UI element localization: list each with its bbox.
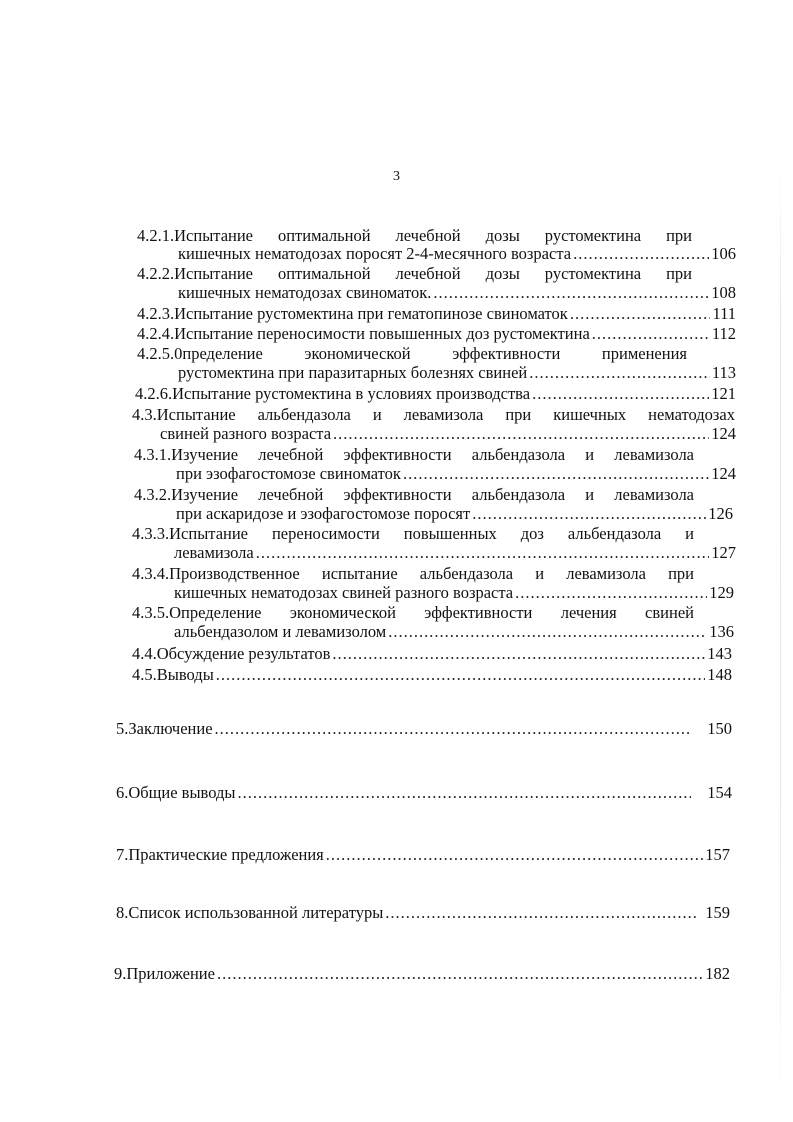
- dot-leader: [529, 363, 710, 383]
- toc-page-number: 111: [712, 304, 736, 323]
- toc-entry-label: 4.2.3.Испытание рустомектина при гематопинозе свиноматок: [137, 304, 568, 323]
- toc-entry-4-5: [132, 665, 732, 685]
- toc-entry-4-3-line2: [160, 424, 736, 444]
- toc-entry-label: 4.4.Обсуждение результатов: [132, 644, 331, 663]
- toc-page-number: 127: [711, 543, 736, 562]
- toc-entry-label: 5.Заключение: [116, 719, 213, 738]
- toc-section-9: [114, 964, 730, 984]
- toc-entry-label: свиней разного возраста: [160, 424, 332, 443]
- toc-entry-4-2-6: [135, 384, 736, 404]
- toc-entry-label: 7.Практические предложения: [116, 845, 324, 864]
- toc-entry-label: левамизола: [174, 543, 254, 562]
- toc-entry-4-3-5-line2: [174, 622, 734, 642]
- toc-page-number: 121: [711, 384, 736, 403]
- toc-page-number: 150: [707, 719, 732, 738]
- toc-entry-label: рустомектина при паразитарных болезнях свиней: [178, 363, 528, 382]
- toc-section-8: [116, 903, 730, 923]
- toc-entry-label: 6.Общие выводы: [116, 783, 236, 802]
- toc-page-number: 113: [711, 363, 736, 382]
- toc-entry-4-3-2-line1: 4.3.2.Изучение лечебной эффективности альбендазола и левамизола: [134, 485, 694, 504]
- toc-entry-4-3-1-line1: 4.3.1.Изучение лечебной эффективности альбендазола и левамизола: [134, 445, 694, 464]
- scan-edge-shadow: [780, 160, 781, 1100]
- dot-leader: [592, 324, 710, 344]
- toc-entry-4-3-3-line1: 4.3.3.Испытание переносимости повышенных доз альбендазола и: [132, 524, 694, 543]
- dot-leader: [256, 543, 710, 563]
- toc-entry-label: 9.Приложение: [114, 964, 215, 983]
- toc-entry-label: альбендазолом и левамизолом: [174, 622, 387, 641]
- toc-page-number: 182: [705, 964, 730, 983]
- toc-entry-label: при эзофагостомозе свиноматок: [176, 464, 401, 483]
- dot-leader: [472, 504, 706, 524]
- toc-entry-4-2-1-line2: [178, 244, 736, 264]
- toc-entry-label: кишечных нематодозах поросят 2-4-месячного возраста: [178, 244, 572, 263]
- toc-entry-label: 4.2.6.Испытание рустомектина в условиях производства: [135, 384, 531, 403]
- toc-entry-4-3-5-line1: 4.3.5.Определение экономической эффективности лечения свиней: [132, 603, 694, 622]
- toc-entry-label: 8.Список использованной литературы: [116, 903, 384, 922]
- dot-leader: [515, 583, 707, 603]
- toc-section-5: [116, 719, 732, 739]
- toc-page-number: 136: [709, 622, 734, 641]
- dot-leader: [403, 464, 709, 484]
- toc-entry-4-2-5-line2: [178, 363, 736, 383]
- toc-entry-4-2-5-line1: 4.2.5.0пределение экономической эффективности применения: [137, 344, 687, 363]
- toc-page-number: 129: [709, 583, 734, 602]
- dot-leader: [326, 845, 703, 865]
- toc-entry-label: 4.2.4.Испытание переносимости повышенных доз рустомектина: [137, 324, 590, 343]
- toc-entry-4-4: [132, 644, 732, 664]
- dot-leader: [217, 964, 703, 984]
- dot-leader: [385, 903, 697, 923]
- dot-leader: [237, 783, 691, 803]
- dot-leader: [332, 644, 705, 664]
- dot-leader: [333, 424, 709, 444]
- toc-entry-label: 4.5.Выводы: [132, 665, 214, 684]
- toc-entry-4-2-1-line1: 4.2.1.Испытание оптимальной лечебной дозы рустомектина при: [137, 226, 692, 245]
- toc-entry-4-3-2-line2: [176, 504, 733, 524]
- toc-page-number: 157: [705, 845, 730, 864]
- page-number: 3: [393, 169, 400, 184]
- dot-leader: [216, 665, 705, 685]
- toc-entry-4-3-4-line2: [174, 583, 734, 603]
- toc-page-number: 124: [711, 424, 736, 443]
- toc-page-number: 108: [711, 283, 736, 302]
- toc-entry-label: кишечных нематодозах свиней разного возраста: [174, 583, 514, 602]
- toc-page-number: 143: [707, 644, 732, 663]
- toc-page-number: 154: [707, 783, 732, 802]
- toc-page-number: 112: [711, 324, 736, 343]
- toc-entry-4-2-3: [137, 304, 736, 324]
- dot-leader: [532, 384, 709, 404]
- toc-section-6: [116, 783, 732, 803]
- toc-page-number: 159: [705, 903, 730, 922]
- toc-entry-label: кишечных нематодозах свиноматок.: [178, 283, 432, 302]
- toc-entry-label: при аскаридозе и эзофагостомозе поросят: [176, 504, 471, 523]
- toc-page-number: 148: [707, 665, 732, 684]
- toc-entry-4-3-4-line1: 4.3.4.Производственное испытание альбендазола и левамизола при: [132, 564, 694, 583]
- toc-entry-4-3-3-line2: [174, 543, 736, 563]
- dot-leader: [388, 622, 707, 642]
- toc-entry-4-3-line1: 4.3.Испытание альбендазола и левамизола при кишечных нематодозах: [132, 405, 735, 424]
- toc-page-number: 126: [708, 504, 733, 523]
- dot-leader: [433, 283, 709, 303]
- toc-entry-4-2-2-line1: 4.2.2.Испытание оптимальной лечебной дозы рустомектина при: [137, 264, 692, 283]
- toc-entry-4-2-4: [137, 324, 736, 344]
- dot-leader: [573, 244, 709, 264]
- toc-entry-4-2-2-line2: [178, 283, 736, 303]
- toc-section-7: [116, 845, 730, 865]
- toc-entry-4-3-1-line2: [176, 464, 736, 484]
- toc-page-number: 106: [711, 244, 736, 263]
- dot-leader: [570, 304, 711, 324]
- dot-leader: [215, 719, 692, 739]
- toc-page-number: 124: [711, 464, 736, 483]
